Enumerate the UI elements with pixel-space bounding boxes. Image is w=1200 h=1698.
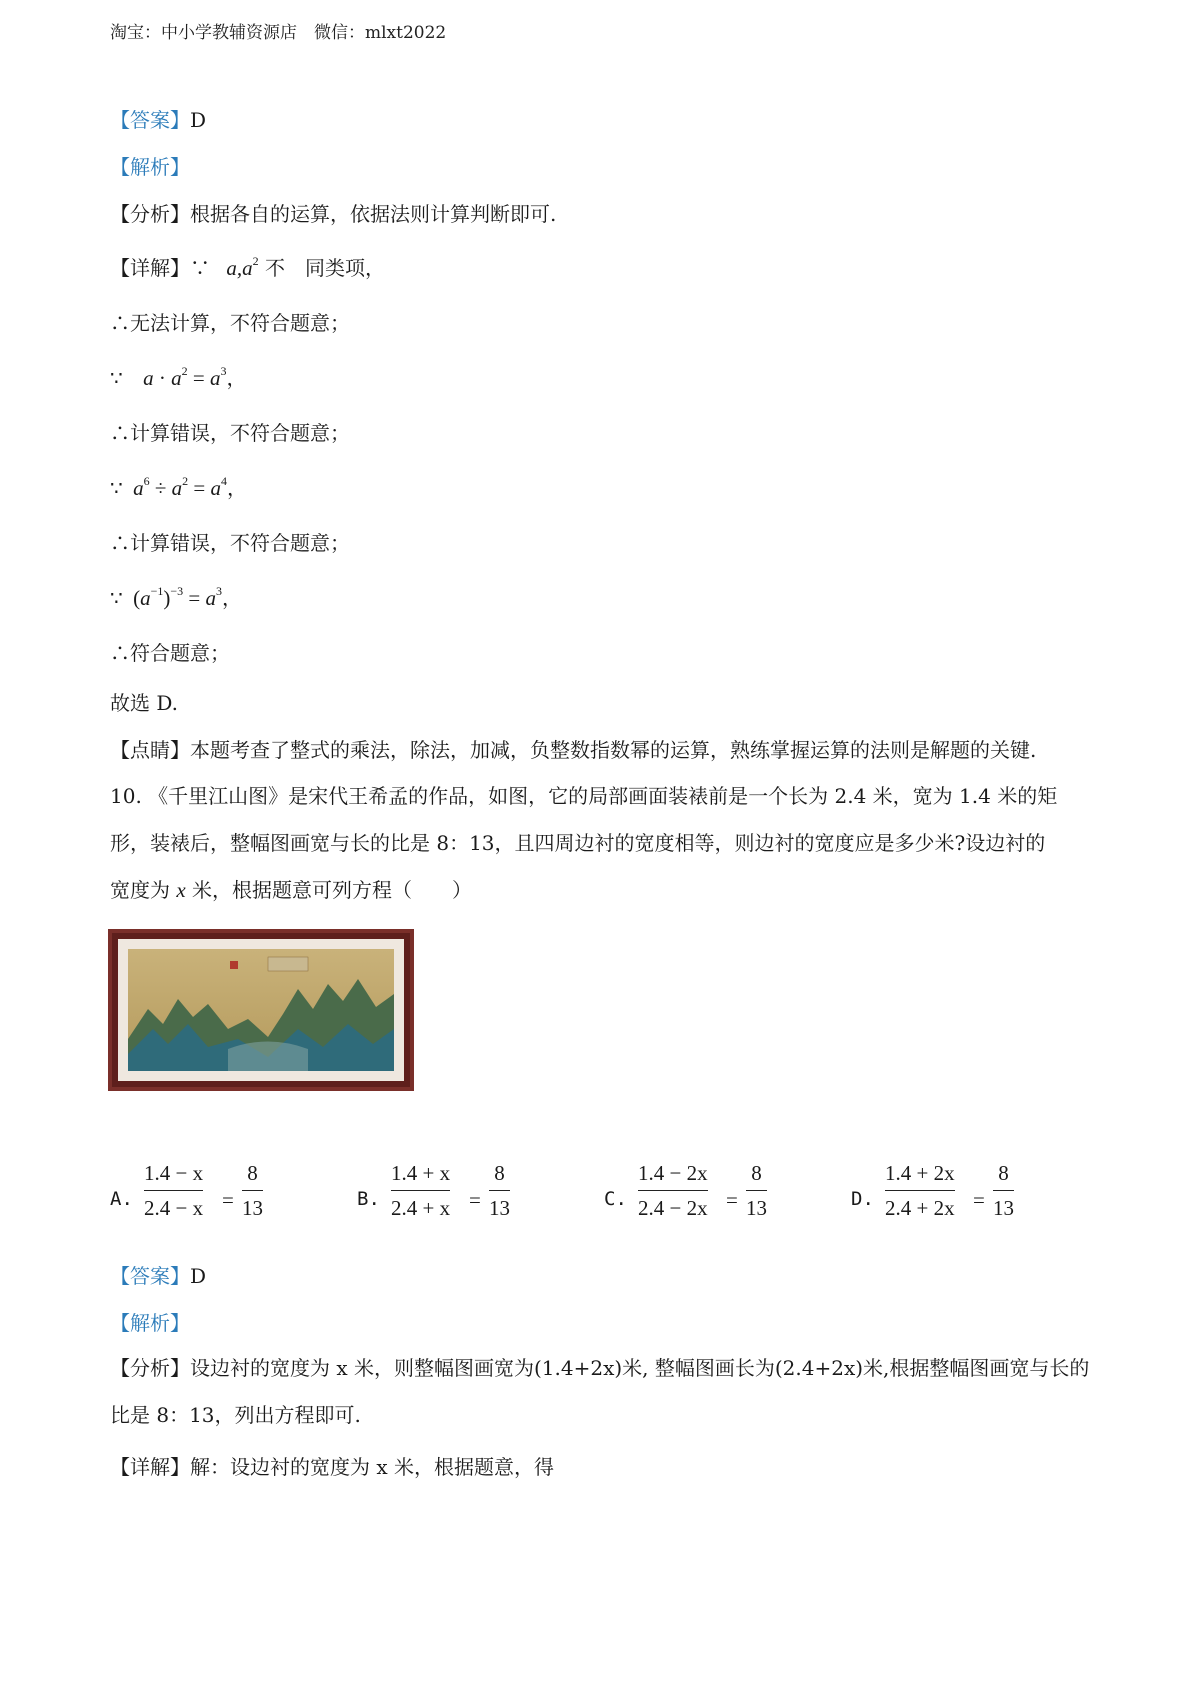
q10-answer-line — [110, 1260, 206, 1289]
dianjing-tag: 【点睛】 — [110, 738, 190, 762]
q10-analysis-tag: 【解析】 — [110, 1311, 190, 1335]
fraction: 8 13 — [746, 1161, 767, 1220]
math-expression: $a,a^2$ — [226, 254, 259, 280]
fenxi-tag: 【分析】 — [110, 202, 190, 226]
q9-detail-line-7: ∵ $(a^{-1})^{-3} = a^3$， — [110, 584, 242, 610]
fraction: 8 13 — [489, 1161, 510, 1220]
q9-answer-line — [110, 104, 206, 133]
q10-xiangjie-line — [110, 1451, 554, 1480]
math-expression: $a \cdot a^2 = a^3$ — [143, 364, 227, 390]
xiangjie-tag: 【详解】 — [110, 1455, 190, 1479]
q9-detail-line-4: ∴计算错误，不符合题意； — [110, 421, 350, 445]
math-expression: $a^6 \div a^2 = a^4$ — [133, 474, 227, 500]
fraction: 1.4 + x 2.4 + x — [391, 1161, 451, 1220]
q9-detail-line-3: ∵ $a \cdot a^2 = a^3$， — [110, 364, 247, 390]
q9-detail-line-6: ∴计算错误，不符合题意； — [110, 531, 350, 555]
q9-detail-line-8: ∴符合题意； — [110, 641, 230, 665]
xiangjie-text: 解：设边衬的宽度为 x 米，根据题意，得 — [190, 1455, 554, 1479]
fraction: 1.4 + 2x 2.4 + 2x — [885, 1161, 955, 1220]
fraction: 8 13 — [242, 1161, 263, 1220]
answer-value: D — [190, 108, 207, 132]
q9-detail-line-1: 【详解】∵ $a,a^2$ 不 同类项， — [110, 254, 385, 280]
fraction: 1.4 − x 2.4 − x — [144, 1161, 204, 1220]
fraction: 1.4 − 2x 2.4 − 2x — [638, 1161, 708, 1220]
q10-stem: 10. 《千里江山图》是宋代王希孟的作品，如图，它的局部画面装裱前是一个长为 2.4 米，宽为 1.4 米的矩 形，装裱后，整幅图画宽与长的比是 8：13，且四周边衬的宽度相等，则边衬的宽度应是多少米?设边衬的 宽度为 x 米，根据题意可列方程（ ） — [110, 784, 1058, 902]
landscape-painting-image — [108, 929, 414, 1091]
q10-fenxi: 【分析】设边衬的宽度为 x 米，则整幅图画宽为(1.4+2x)米, 整幅图画长为(2.4+2x)米,根据整幅图画宽与长的 比是 8：13，列出方程即可. — [110, 1356, 1090, 1427]
q9-detail-line-2: ∴无法计算，不符合题意； — [110, 311, 350, 335]
page-header: 淘宝：中小学教辅资源店 微信：mlxt2022 — [110, 23, 447, 43]
fraction: 8 13 — [993, 1161, 1014, 1220]
q9-detail-line-5: ∵ $a^6 \div a^2 = a^4$， — [110, 474, 247, 500]
q9-conclusion: 故选 D. — [110, 691, 179, 715]
q9-fenxi-line — [110, 198, 556, 227]
dianjing-text: 本题考查了整式的乘法，除法，加减，负整数指数幂的运算，熟练掌握运算的法则是解题的关键. — [190, 738, 1037, 762]
answer-value: D — [190, 1264, 207, 1288]
answer-tag: 【答案】 — [110, 108, 190, 132]
q9-analysis-tag: 【解析】 — [110, 155, 190, 179]
q9-dianjing-line — [110, 734, 1036, 763]
q10-options: A. 1.4 − x 2.4 − x = 8 13 B. 1.4 + x 2.4 + x = 8 13 C. 1.4 − 2x 2.4 − 2x = 8 13 D. 1.4 + 2x 2.4 + 2x = 8 13 — [110, 1161, 1014, 1220]
xiangjie-tag: 【详解】 — [110, 256, 190, 280]
fenxi-text: 根据各自的运算，依据法则计算判断即可. — [190, 202, 557, 226]
math-expression: $(a^{-1})^{-3} = a^3$ — [133, 584, 222, 610]
answer-tag: 【答案】 — [110, 1264, 190, 1288]
